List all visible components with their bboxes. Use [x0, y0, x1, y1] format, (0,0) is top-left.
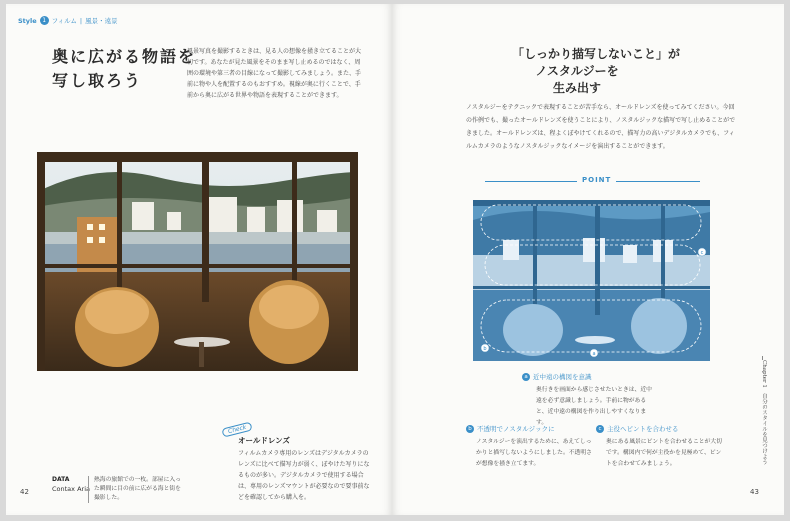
right-intro-text: ノスタルジーをテクニックで表現することが苦手なら、オールドレンズを使ってみてください。今回の作例でも、撮ったオールドレンズを使うことにより、ノスタルジックな描写で写し止めることができました。オールドレンズは、程よくぼやけてくれるので、描写力の高いデジタルカメラでも、フィルムカメラのようなノスタルジックなイメージを演出することができます。: [466, 104, 736, 150]
point-b-title: 不透明でノスタルジックに: [477, 425, 555, 433]
point-label: POINT: [577, 176, 616, 184]
left-title-line-1: 奥に広がる物語を: [52, 47, 197, 66]
svg-text:b: b: [483, 346, 487, 352]
left-intro-text: 風景写真を撮影するときは、見る人の想像を掻き立てることが大切です。あなたが見た風景をそのまま写し止めるのではなく、周囲の環境や第三者の目線になって撮影してみましょう。また、手前に物や人を配置するのもおすすめ。視線が奥に行くことで、手前から奥に広がる世界や物語を表現することができます。: [187, 48, 362, 99]
point-photo-illustration: [473, 200, 710, 361]
camera-name: Contax Aria: [52, 485, 90, 493]
right-title: [512, 46, 681, 97]
tip-title: オールドレンズ: [238, 436, 290, 445]
main-photo: [37, 152, 358, 371]
point-a-marker: a: [522, 373, 530, 381]
camera-data: [52, 476, 90, 493]
page-number-right: 43: [750, 488, 759, 496]
chapter-side-text: Chapter 1 自分のスタイルを見つけよう: [761, 360, 767, 465]
point-c-title: 主役へピントを合わせる: [607, 425, 679, 433]
svg-text:c: c: [700, 250, 704, 256]
style-label: Style: [18, 16, 37, 25]
point-a-title: 近中遠の構図を意識: [533, 373, 592, 381]
left-title: [52, 45, 196, 93]
data-label: DATA: [52, 476, 70, 483]
subcategory-label: 風景・遠景: [85, 17, 118, 25]
right-title-line-3: 生み出す: [552, 81, 601, 95]
photo-caption: 熱海の旅館での一枚。部屋に入った瞬間に目の前に広がる海と街を撮影した。: [88, 476, 186, 503]
point-a-text: 奥行きを画面から感じさせたいときは、近中遠を必ず意識しましょう。手前に物があると、近中遠の構図を作り出しやすくなります。: [536, 387, 652, 426]
point-c-text: 奥にある風景にピントを合わせることが大切です。構図内で何が主役かを見極めて、ピントを合わせてみましょう。: [606, 439, 722, 467]
category-label: フィルム: [51, 17, 77, 25]
svg-text:a: a: [592, 351, 596, 357]
style-number: 1: [40, 16, 49, 25]
header-separator: |: [79, 16, 83, 25]
point-a-heading: [522, 372, 592, 381]
section-header: [18, 16, 118, 25]
main-photo-illustration: [37, 152, 358, 371]
point-c-heading: [596, 424, 679, 433]
tip-text: フィルムカメラ専用のレンズはデジタルカメラのレンズに比べて描写力が弱く、ぼやけた写りになるものが多い。デジタルカメラで使用する場合は、専用のレンズマウントが必要なので要事前などを確認してから購入を。: [238, 450, 370, 501]
point-b-text: ノスタルジーを演出するために、あえてしっかりと描写しないようにしました。不透明さが想像を掻き立てます。: [476, 439, 592, 467]
right-title-line-1: 「しっかり描写しないこと」が: [512, 47, 681, 61]
check-badge: Check: [221, 421, 253, 437]
point-c-marker: c: [596, 425, 604, 433]
left-title-line-2: 写し取ろう: [52, 71, 143, 90]
page-number-left: 42: [20, 488, 29, 496]
point-b-marker: b: [466, 425, 474, 433]
point-photo: [473, 200, 710, 361]
point-b-heading: [466, 424, 555, 433]
right-title-line-2: ノスタルジーを: [535, 64, 619, 78]
